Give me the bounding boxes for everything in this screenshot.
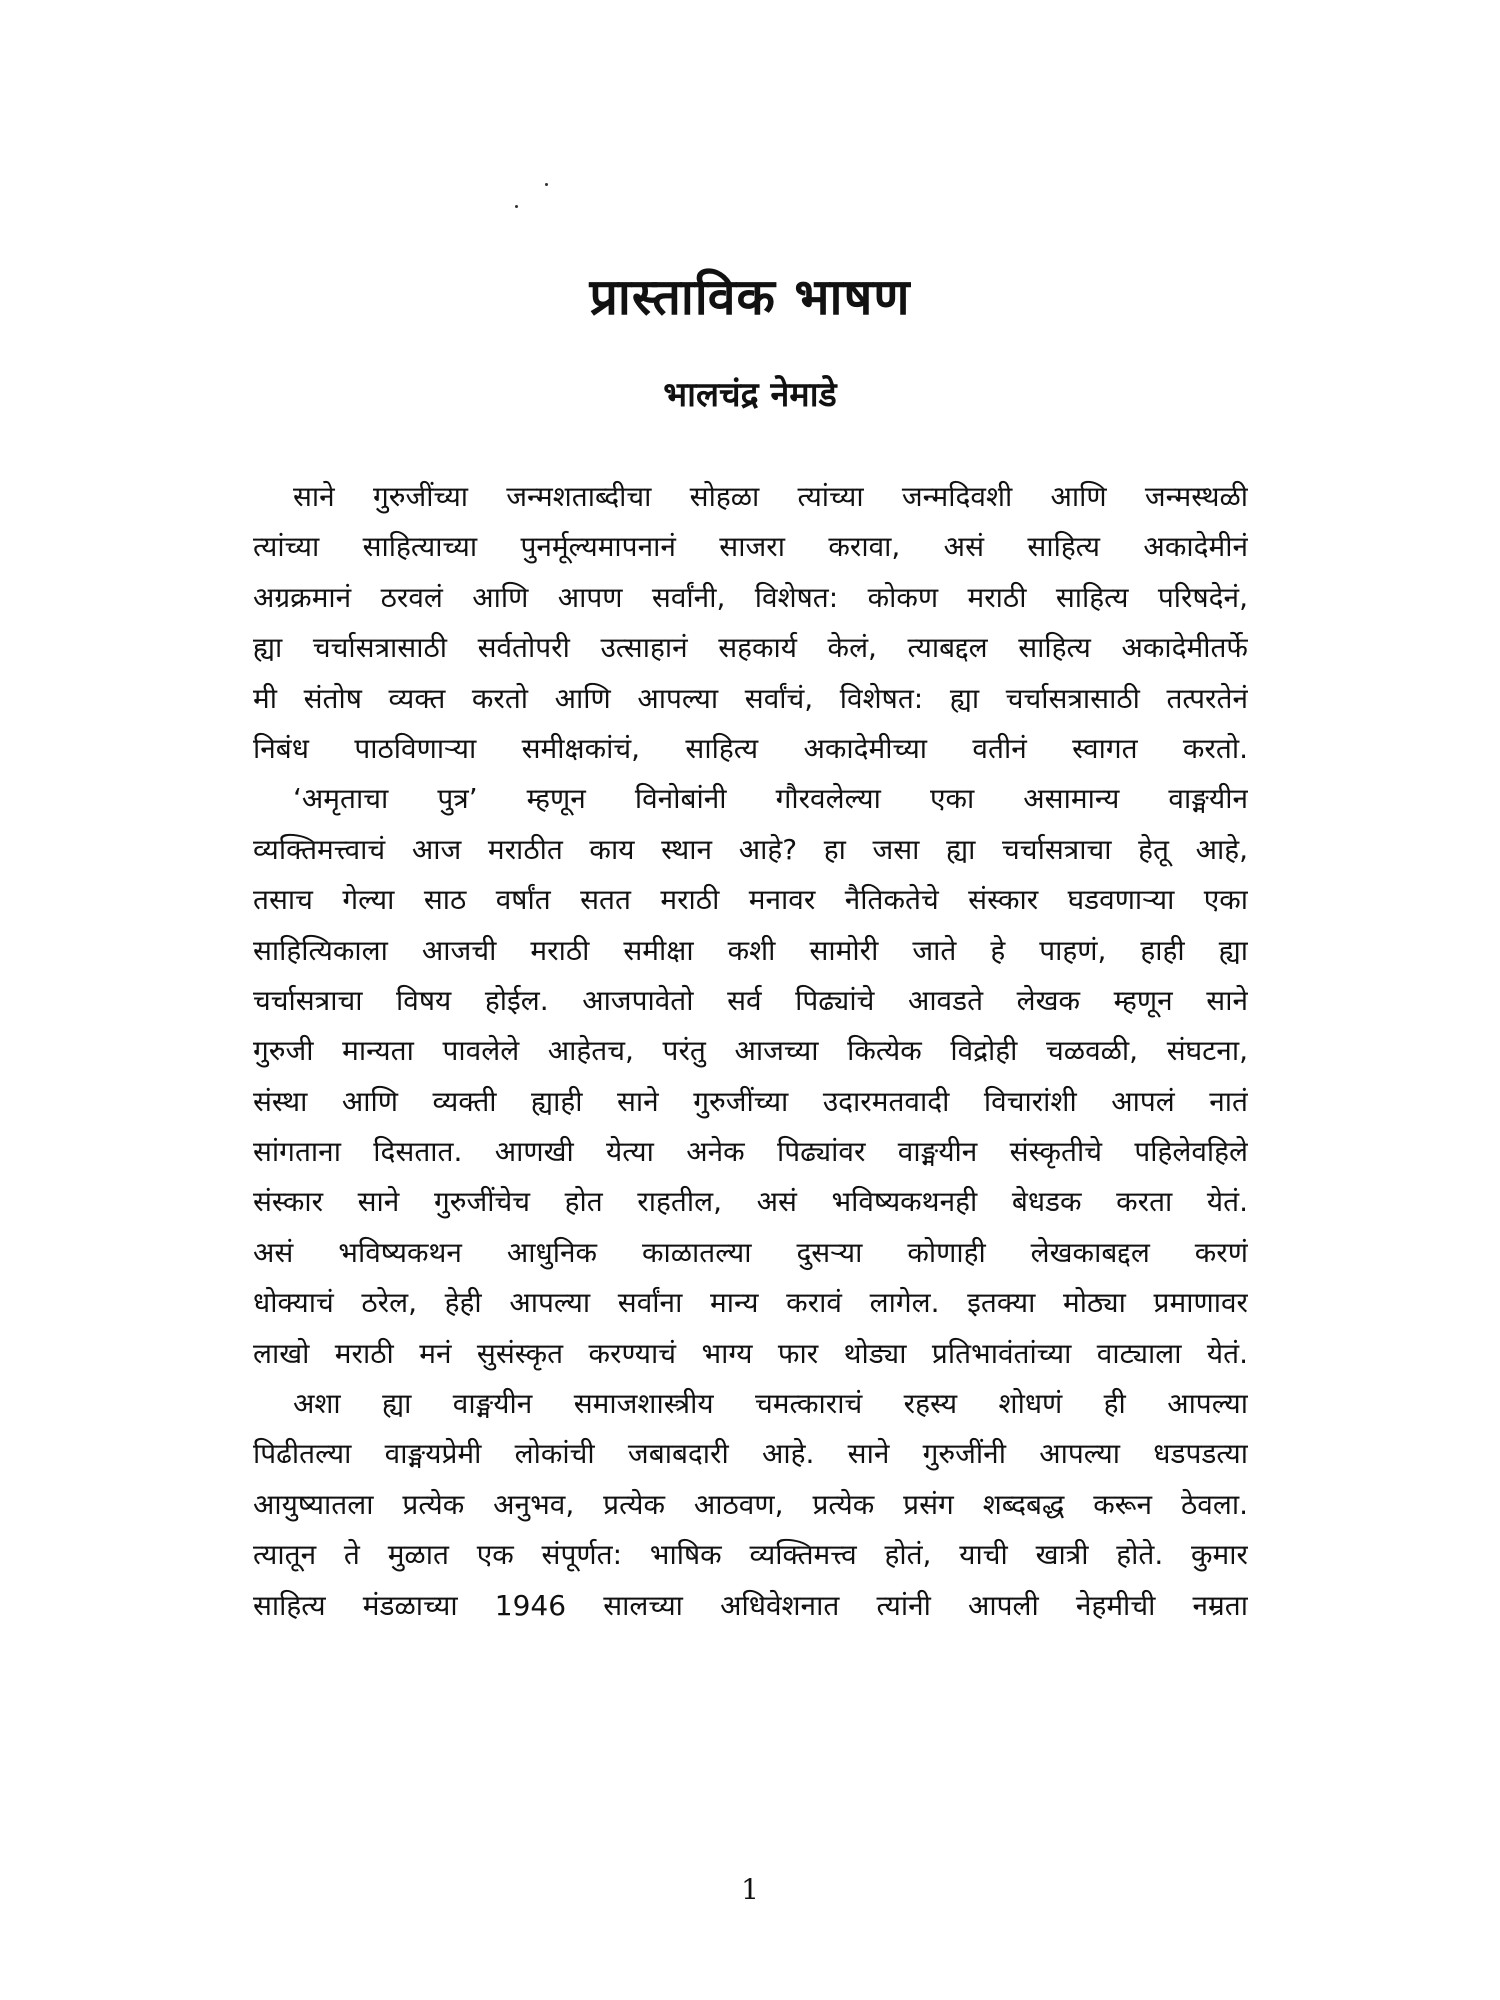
scan-speck: [545, 183, 548, 186]
text-line: तसाच गेल्या साठ वर्षांत सतत मराठी मनावर नैतिकतेचे संस्कार घडवणाऱ्या एका: [253, 883, 1248, 917]
text-line: ह्या चर्चासत्रासाठी सर्वतोपरी उत्साहानं सहकार्य केलं, त्याबद्दल साहित्य अकादेमीतर्फे: [253, 631, 1248, 665]
text-line: चर्चासत्राचा विषय होईल. आजपावेतो सर्व पिढ्यांचे आवडते लेखक म्हणून साने: [253, 983, 1248, 1017]
text-line: पिढीतल्या वाङ्मयप्रेमी लोकांची जबाबदारी आहे. साने गुरुजींनी आपल्या धडपडत्या: [253, 1437, 1248, 1471]
text-line: ‘अमृताचा पुत्र’ म्हणून विनोबांनी गौरवलेल्या एका असामान्य वाङ्मयीन: [293, 782, 1248, 816]
text-line: गुरुजी मान्यता पावलेले आहेतच, परंतु आजच्या कित्येक विद्रोही चळवळी, संघटना,: [253, 1034, 1248, 1068]
text-line: असं भविष्यकथन आधुनिक काळातल्या दुसऱ्या कोणाही लेखकाबद्दल करणं: [253, 1235, 1248, 1269]
text-line: संस्कार साने गुरुजींचेच होत राहतील, असं भविष्यकथनही बेधडक करता येतं.: [253, 1185, 1248, 1219]
text-line: साहित्य मंडळाच्या 1946 सालच्या अधिवेशनात त्यांनी आपली नेहमीची नम्रता: [253, 1588, 1248, 1622]
page-number: 1: [741, 1873, 759, 1906]
text-line: साहित्यिकाला आजची मराठी समीक्षा कशी सामोरी जाते हे पाहणं, हाही ह्या: [253, 933, 1248, 967]
text-line: सांगताना दिसतात. आणखी येत्या अनेक पिढ्यांवर वाङ्मयीन संस्कृतीचे पहिलेवहिले: [253, 1135, 1248, 1169]
text-line: साने गुरुजींच्या जन्मशताब्दीचा सोहळा त्यांच्या जन्मदिवशी आणि जन्मस्थळी: [293, 480, 1248, 513]
text-line: अग्रक्रमानं ठरवलं आणि आपण सर्वांनी, विशेषत: कोकण मराठी साहित्य परिषदेनं,: [253, 580, 1248, 614]
text-line: लाखो मराठी मनं सुसंस्कृत करण्याचं भाग्य फार थोड्या प्रतिभावंतांच्या वाट्याला येतं.: [253, 1336, 1248, 1370]
scan-speck: [515, 205, 518, 208]
author-name: भालचंद्र नेमाडे: [663, 375, 837, 415]
text-line: निबंध पाठविणाऱ्या समीक्षकांचं, साहित्य अकादेमीच्या वतीनं स्वागत करतो.: [253, 731, 1248, 765]
text-line: धोक्याचं ठरेल, हेही आपल्या सर्वांना मान्य करावं लागेल. इतक्या मोठ्या प्रमाणावर: [253, 1286, 1248, 1320]
text-line: व्यक्तिमत्त्वाचं आज मराठीत काय स्थान आहे? हा जसा ह्या चर्चासत्राचा हेतू आहे,: [253, 832, 1248, 866]
text-line: आयुष्यातला प्रत्येक अनुभव, प्रत्येक आठवण, प्रत्येक प्रसंग शब्दबद्ध करून ठेवला.: [253, 1487, 1248, 1521]
text-line: मी संतोष व्यक्त करतो आणि आपल्या सर्वांचं, विशेषत: ह्या चर्चासत्रासाठी तत्परतेनं: [253, 681, 1248, 715]
page-title: प्रास्ताविक भाषण: [589, 268, 911, 326]
text-line: संस्था आणि व्यक्ती ह्याही साने गुरुजींच्या उदारमतवादी विचारांशी आपलं नातं: [253, 1084, 1248, 1118]
text-line: त्यांच्या साहित्याच्या पुनर्मूल्यमापनानं साजरा करावा, असं साहित्य अकादेमीनं: [253, 530, 1248, 564]
body-text: [253, 472, 1248, 1631]
text-line: अशा ह्या वाङ्मयीन समाजशास्त्रीय चमत्काराचं रहस्य शोधणं ही आपल्या: [293, 1387, 1248, 1421]
text-line: त्यातून ते मुळात एक संपूर्णत: भाषिक व्यक्तिमत्त्व होतं, याची खात्री होते. कुमार: [253, 1538, 1248, 1572]
